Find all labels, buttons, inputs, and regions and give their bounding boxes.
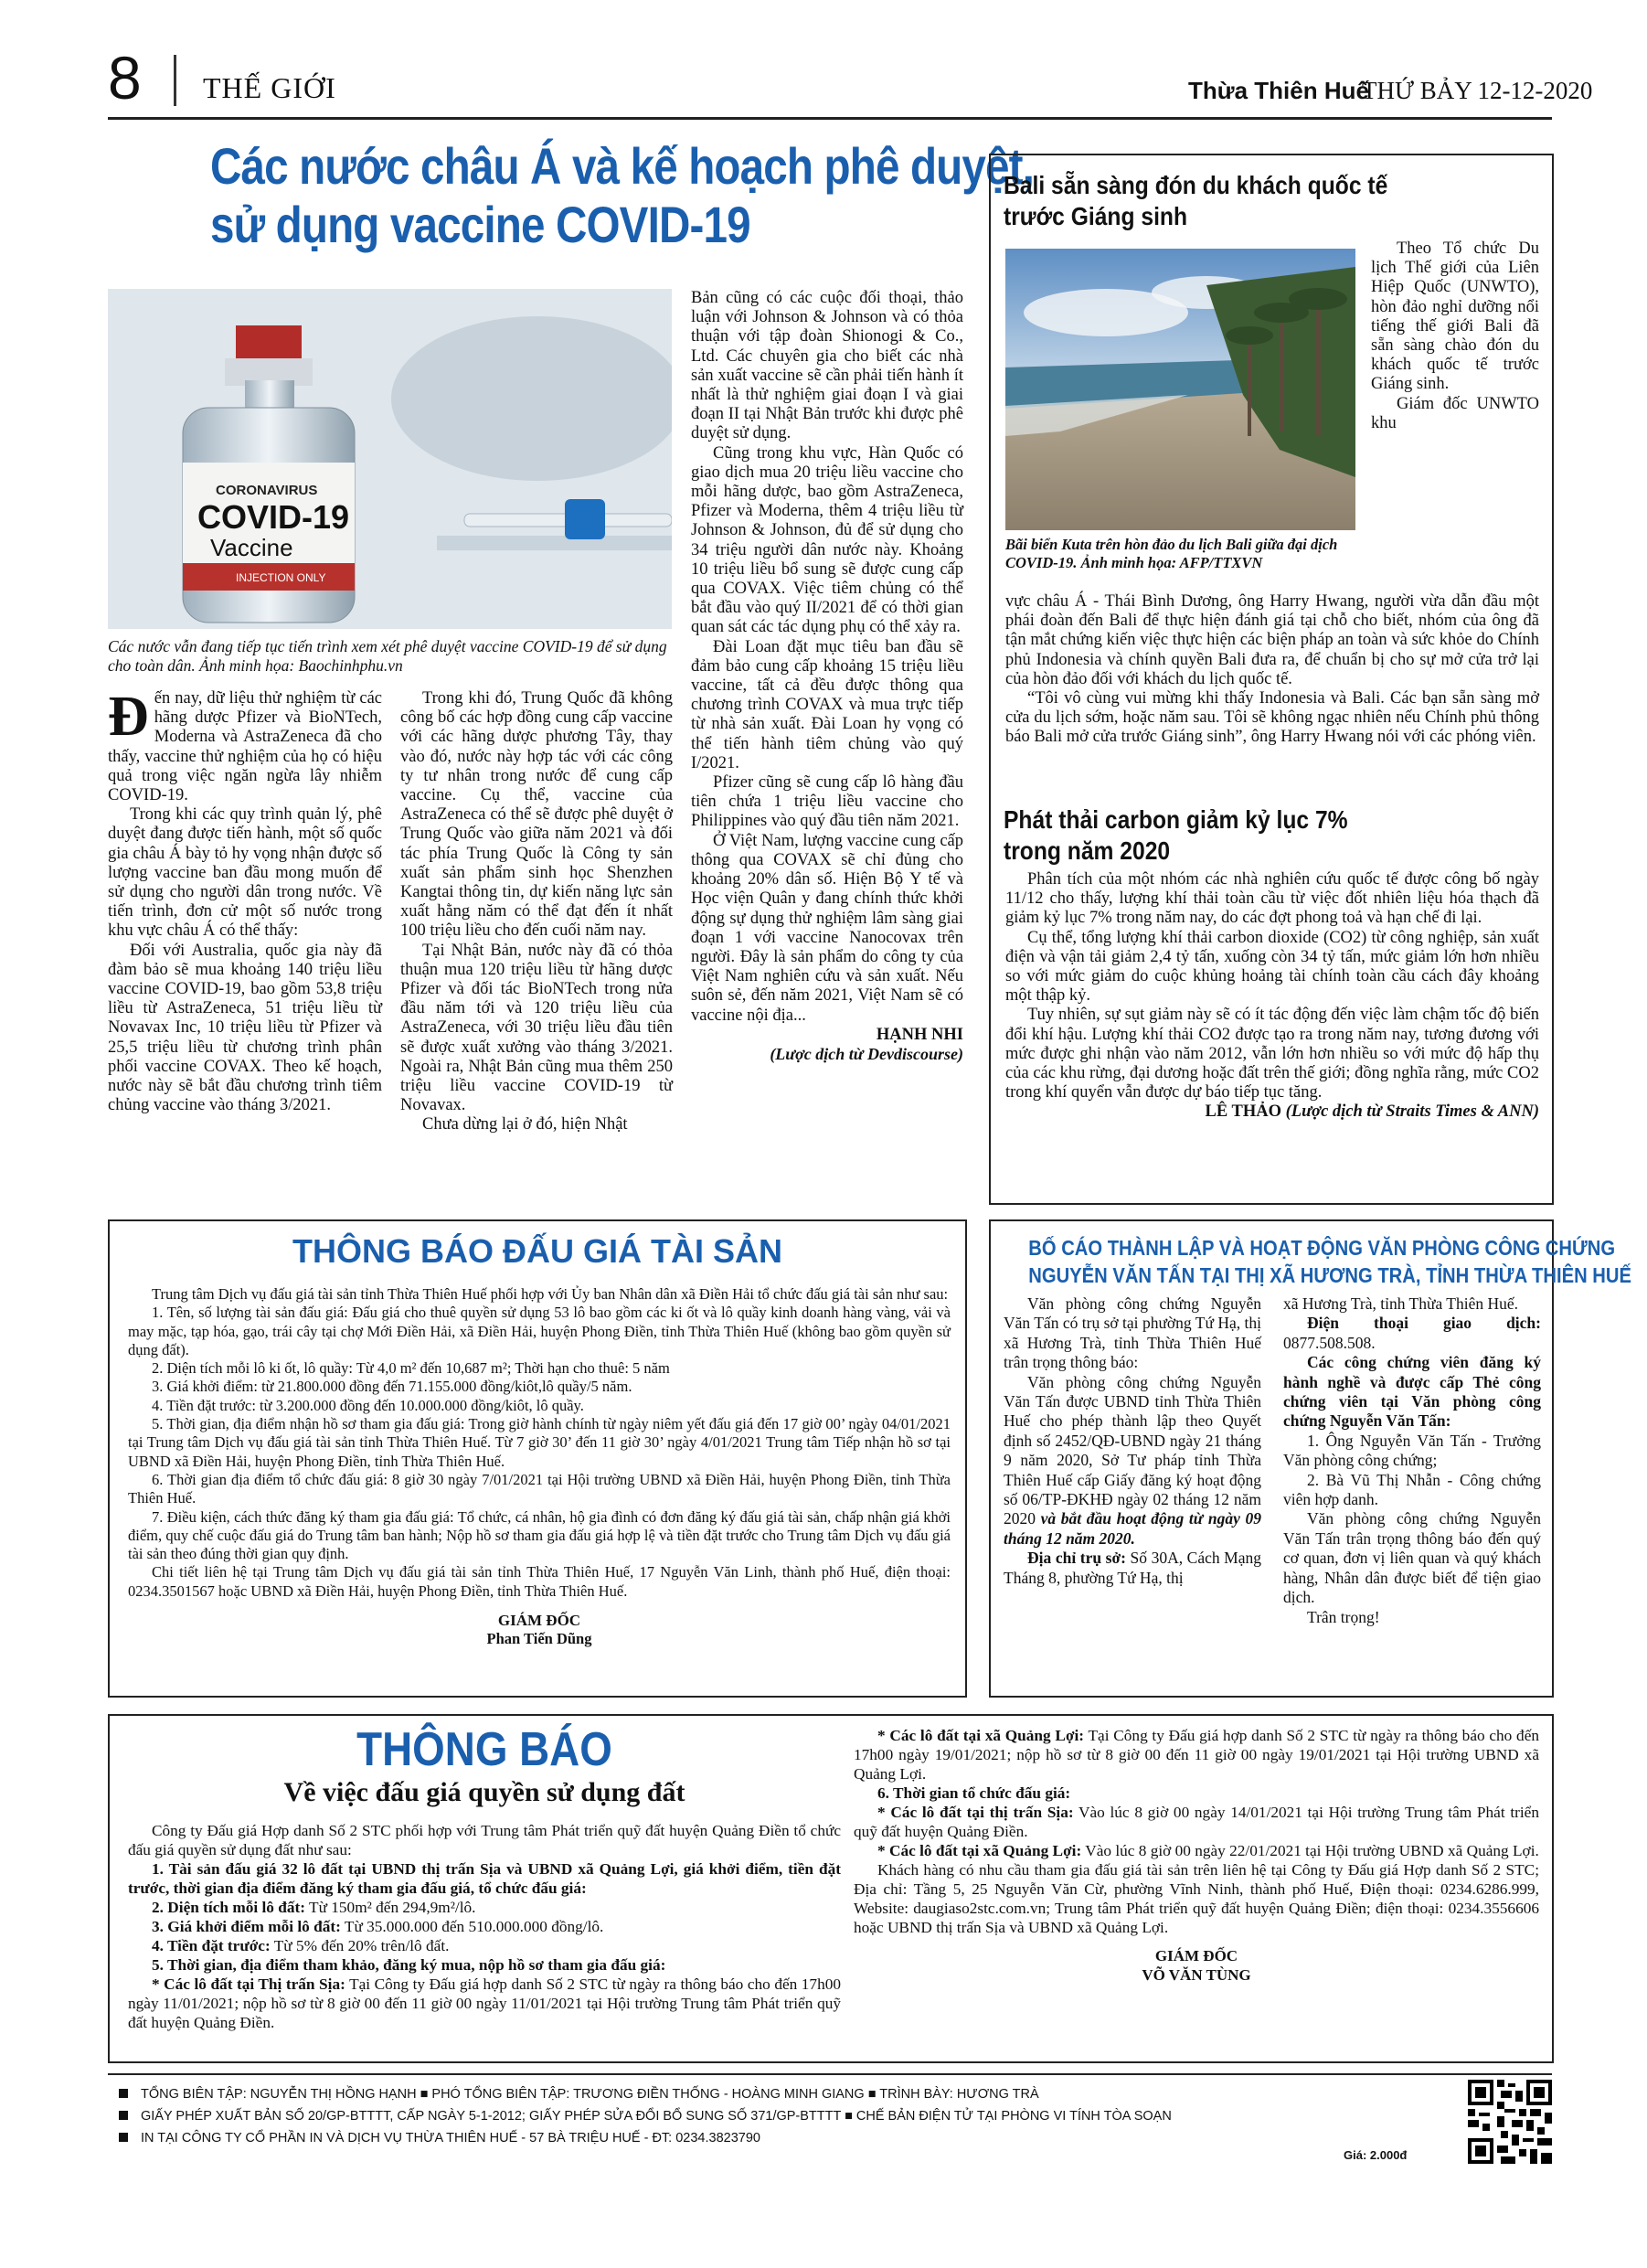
land-notice-col-1: Công ty Đấu giá Hợp danh Số 2 STC phối hợp với Trung tâm Phát triển quỹ đất huyện Quảng Điền tổ chức đấu giá quyền sử dụng đất như sau: 1. Tài sản đấu giá 32 lô đất tại UBND thị trấn Sịa và UBND xã Quảng Lợi, giá khởi điểm, tiền đặt trước, thời gian địa điểm đăng ký tham gia đấu giá, tổ chức đấu giá: 2. Diện tích mỗi lô đất: Từ 150m² đến 294,9m²/lô. 3. Giá khởi điểm mỗi lô đất: Từ 35.000.000 đến 510.000.000 đồng/lô. 4. Tiền đặt trước: Từ 5% đến 20% trên/lô đất. 5. Thời gian, địa điểm tham khảo, đăng ký mua, nộp hồ sơ tham gia đấu giá: * Các lô đất tại Thị trấn Sịa: Tại Công ty Đấu giá hợp danh Số 2 STC từ ngày ra thông báo cho đến 17h00 ngày 11/01/2021; nộp hồ sơ từ 8 giờ 00 đến 11 giờ 00 ngày 11/01/2021 tại Hội trường Trung tâm Phát triển quỹ đất huyện Quảng Điền.	[128, 1822, 841, 2031]
notary-notice-col-1: Văn phòng công chứng Nguyễn Văn Tấn có trụ sở tại phường Tứ Hạ, thị xã Hương Trà, tỉnh Thừa Thiên Huế trân trọng thông báo: Văn phòng công chứng Nguyễn Văn Tấn được UBND tỉnh Thừa Thiên Huế cho phép thành lập theo Quyết định số 2452/QĐ-UBND ngày 21 tháng 9 năm 2020, Sở Tư pháp tỉnh Thừa Thiên Huế cấp Giấy đăng ký hoạt động số 06/TP-ĐKHĐ ngày 02 tháng 12 năm 2020 và bắt đầu hoạt động từ ngày 09 tháng 12 năm 2020. Địa chỉ trụ sở: Số 30A, Cách Mạng Tháng 8, phường Tứ Hạ, thị	[1004, 1294, 1261, 1587]
auction-signer-name: Phan Tiến Dũng	[486, 1630, 592, 1648]
main-article-byline: HẠNH NHI	[876, 1025, 963, 1044]
auction-notice-title: THÔNG BÁO ĐẤU GIÁ TÀI SẢN	[292, 1232, 782, 1270]
land-notice-col-2: * Các lô đất tại xã Quảng Lợi: Tại Công ty Đấu giá hợp danh Số 2 STC từ ngày ra thông báo cho đến 17h00 ngày 19/01/2021; nộp hồ sơ từ 8 giờ 00 đến 11 giờ 00 ngày 19/01/2021 tại Hội trường UBND xã Quảng Lợi. 6. Thời gian tổ chức đấu giá: * Các lô đất tại thị trấn Sịa: Vào lúc 8 giờ 00 ngày 14/01/2021 tại Hội trường Trung tâm Phát triển quỹ đất huyện Quảng Điền. * Các lô đất tại xã Quảng Lợi: Vào lúc 8 giờ 00 ngày 22/01/2021 tại Hội trường UBND xã Quảng Lợi. Khách hàng có nhu cầu tham gia đấu giá tài sản trên liên hệ tại Công ty Đấu giá Hợp danh Số 2 STC; Địa chỉ: Tầng 5, 25 Nguyễn Văn Cừ, phường Vĩnh Ninh, thành phố Huế, Điện thoại: 0234.6286.999, Website: daugiaso2stc.com.vn; Trung tâm Phát triển quỹ đất huyện Quảng Điền; điện thoại: 0234.3556606 hoặc UBND thị trấn Sịa và UBND xã Quảng Lợi. GIÁM ĐỐC VÕ VĂN TÙNG	[854, 1727, 1539, 1984]
land-notice-title: THÔNG BÁO	[356, 1723, 612, 1776]
paper-name: Thừa Thiên Huế	[1188, 77, 1369, 104]
notary-notice-col-2: xã Hương Trà, tỉnh Thừa Thiên Huế. Điện thoại giao dịch: 0877.508.508. Các công chứng viên đăng ký hành nghề và được cấp Thẻ công chứng viên tại Văn phòng công chứng Nguyễn Văn Tấn: 1. Ông Nguyễn Văn Tấn - Trưởng Văn phòng công chứng; 2. Bà Vũ Thị Nhẫn - Công chứng viên hợp danh. Văn phòng công chứng Nguyễn Văn Tấn trân trọng thông báo đến quý cơ quan, đơn vị liên quan và quý khách hàng, Nhân dân được biết để tiện giao dịch. Trân trọng!	[1283, 1294, 1541, 1626]
footer-line-1: TỔNG BIÊN TẬP: NGUYỄN THỊ HỒNG HẠNH ■ PHÓ TỔNG BIÊN TẬP: TRƯƠNG ĐIỀN THỐNG - HOÀNG MINH GIANG ■ TRÌNH BÀY: HƯƠNG TRÀ	[119, 2086, 1039, 2103]
bullet-square-icon	[119, 2111, 128, 2120]
issue-date: THỨ BẢY 12-12-2020	[1362, 77, 1593, 104]
vial-label-top: CORONAVIRUS	[216, 483, 318, 498]
vial-label-main: COVID-19	[197, 498, 350, 536]
main-article-col-3: Bản cũng có các cuộc đối thoại, thảo luận với Johnson & Johnson và có thỏa thuận với tập đoàn Shionogi & Co., Ltd. Các chuyên gia cho biết các nhà sản xuất vaccine sẽ cần phải tiến hành ít nhất là thử nghiệm giai đoạn I và giai đoạn II tại Nhật Bản trước khi được phê duyệt sử dụng. Cũng trong khu vực, Hàn Quốc có giao dịch mua 20 triệu liều vaccine cho mỗi hãng dược, bao gồm AstraZeneca, Pfizer và Moderna, thêm 4 triệu liều từ Johnson & Johnson, đủ để sử dụng cho 34 triệu người dân nước này. Khoảng 10 triệu liều bổ sung sẽ được cung cấp qua COVAX. Việc tiêm chủng có thể bắt đầu vào quý II/2021 để có thời gian quan sát các tác dụng phụ có thể xảy ra. Đài Loan đặt mục tiêu ban đầu sẽ đảm bảo cung cấp khoảng 15 triệu liều vaccine, tất cả đều được thông qua chương trình COVAX và mua trực tiếp từ nhà sản xuất. Đài Loan hy vọng có thể tiến hành tiêm chủng vào quý I/2021. Pfizer cũng sẽ cung cấp lô hàng đầu tiên chứa 1 triệu liều vaccine cho Philippines vào quý đầu tiên năm 2021. Ở Việt Nam, lượng vaccine cung cấp thông qua COVAX sẽ chỉ đủng cho khoảng 20% dân số. Hiện Bộ Y tế và Học viện Quân y đang chính thức khởi động sự dụng thử nghiệm lâm sàng giai đoạn 1 với vaccine Nanocovax trên người. Đây là sản phẩm do công ty của Việt Nam nghiên cứu và sản xuất. Nếu suôn sẻ, đến năm 2021, Việt Nam sẽ có vaccine nội địa... HẠNH NHI (Lược dịch từ Devdiscourse)	[691, 289, 963, 1063]
land-notice-subtitle: Về việc đấu giá quyền sử dụng đất	[283, 1777, 685, 1807]
carbon-article-body: Phân tích của một nhóm các nhà nghiên cứu quốc tế được công bố ngày 11/12 cho thấy, lượng khí thải toàn cầu từ việc đốt nhiên liệu hóa thạch đã giảm kỷ lục 7% trong năm nay, do các đợt phong toả và hạn chế đi lại. Cụ thể, tổng lượng khí thải carbon dioxide (CO2) từ công nghiệp, sản xuất điện và vận tải giảm 2,4 tỷ tấn, xuống còn 34 tỷ tấn, mức giảm lớn hơn nhiều so với mức giảm do cuộc khủng hoảng tài chính toàn cầu cách đây khoảng một thập kỷ. Tuy nhiên, sự sụt giảm này sẽ có ít tác động đến việc làm chậm tốc độ biến đổi khí hậu. Lượng khí thải CO2 được tạo ra trong năm nay, tương đương với mức được ghi nhận vào năm 2012, vẫn lớn hơn nhiều so với mức độ hấp thụ của các khu rừng, đại dương hoặc đất trên thế giới; đồng nghĩa rằng, mức CO2 trong khí quyển vẫn được dự báo tiếp tục tăng. LÊ THẢO (Lược dịch từ Straits Times & ANN)	[1005, 870, 1539, 1122]
bali-article-side-text: Theo Tổ chức Du lịch Thế giới của Liên Hiệp Quốc (UNWTO), hòn đảo nghỉ dưỡng nổi tiếng thế giới Bali đã sẵn sàng chào đón du khách quốc tế trước Giáng sinh. Giám đốc UNWTO khu	[1371, 240, 1539, 432]
footer-line-3: IN TẠI CÔNG TY CỔ PHẦN IN VÀ DỊCH VỤ THỪA THIÊN HUẾ - 57 BÀ TRIỆU HUẾ - ĐT: 0234.3823790	[119, 2130, 760, 2147]
vial-label-bottom: INJECTION ONLY	[236, 571, 326, 584]
land-signer-name: VÕ VĂN TÙNG	[1142, 1966, 1251, 1984]
price-label: Giá: 2.000đ	[1344, 2148, 1408, 2162]
qr-code-icon	[1468, 2080, 1552, 2164]
page-number: 8	[108, 44, 142, 112]
vial-label-sub: Vaccine	[210, 534, 293, 561]
main-article-title: Các nước châu Á và kế hoạch phê duyệt, sử dụng vaccine COVID-19	[210, 137, 1035, 253]
vaccine-vial-illustration	[108, 289, 672, 629]
header-divider	[174, 55, 176, 106]
section-title: THẾ GIỚI	[203, 71, 336, 104]
bullet-square-icon	[119, 2089, 128, 2098]
carbon-article-byline: LÊ THẢO (Lược dịch từ Straits Times & ANN)	[1205, 1102, 1539, 1122]
bali-article-title: Bali sẵn sàng đón du khách quốc tế trước Giáng sinh	[1004, 171, 1388, 230]
bullet-square-icon	[119, 2133, 128, 2142]
bali-article-body: vực châu Á - Thái Bình Dương, ông Harry Hwang, người vừa dẫn đầu một phái đoàn đến Bali để thực hiện đánh giá tại chỗ cho biết, nhóm của ông đã tận mắt chứng kiến việc thực hiện các biện pháp an toàn và sức khỏe do Chính phủ Indonesia và chính quyền Bali đưa ra, để chuẩn bị cho sự mở cửa trở lại của hòn đảo đối với khách du lịch quốc tế. “Tôi vô cùng vui mừng khi thấy Indonesia và Bali. Các bạn sẵn sàng mở cửa du lịch sớm, hoặc năm sau. Tôi sẽ không ngạc nhiên nếu Chính phủ thông báo Bali mở cửa trước Giáng sinh”, ông Harry Hwang nói với các phóng viên.	[1005, 592, 1539, 747]
notary-notice-title: BỐ CÁO THÀNH LẬP VÀ HOẠT ĐỘNG VĂN PHÒNG CÔNG CHỨNG NGUYỄN VĂN TẤN TẠI THỊ XÃ HƯƠNG TRÀ, TỈNH THỪA THIÊN HUẾ	[1028, 1236, 1631, 1287]
land-signer-title: GIÁM ĐỐC	[1154, 1947, 1238, 1965]
auction-signer-title: GIÁM ĐỐC	[497, 1612, 581, 1630]
main-article-source: (Lược dịch từ Devdiscourse)	[770, 1044, 963, 1063]
header-rule	[108, 117, 1552, 120]
main-article-col-1: Đến nay, dữ liệu thử nghiệm từ các hãng dược Pfizer và BioNTech, Moderna và AstraZeneca đã cho thấy, vaccine thử nghiệm của họ có hiệu quả trong việc ngăn ngừa lây nhiễm COVID-19. Trong khi các quy trình quản lý, phê duyệt đang được tiến hành, một số quốc gia châu Á bày tỏ hy vọng nhận được số lượng vaccine ban đầu mong muốn để sử dụng cho người dân trong nước. Về tiến trình, đơn cử một số nước trong khu vực châu Á có thể thấy: Đối với Australia, quốc gia này đã đàm bảo sẽ mua khoảng 140 triệu liều vaccine COVID-19, bao gồm 53,8 triệu liều từ AstraZeneca, 51 triệu liều từ Novavax Inc, 10 triệu liều từ Pfizer và 25,5 triệu liều từ chương trình phân phối vaccine COVAX. Theo kế hoạch, nước này sẽ bắt đầu chương trình tiêm chủng vaccine vào tháng 3/2021.	[108, 686, 382, 1115]
vaccine-photo	[108, 289, 672, 629]
bali-beach-photo	[1005, 249, 1355, 530]
carbon-article-title: Phát thải carbon giảm kỷ lục 7% trong năm 2020	[1004, 805, 1348, 865]
beach-illustration	[1005, 249, 1355, 530]
footer-line-2: GIẤY PHÉP XUẤT BẢN SỐ 20/GP-BTTTT, CẤP NGÀY 5-1-2012; GIẤY PHÉP SỬA ĐỔI BỔ SUNG SỐ 371/GP-BTTTT ■ CHẾ BẢN ĐIỆN TỬ TẠI PHÒNG VI TÍNH TÒA SOẠN	[119, 2108, 1172, 2125]
vaccine-photo-caption: Các nước vẫn đang tiếp tục tiến trình xem xét phê duyệt vaccine COVID-19 để sử dụng cho toàn dân. Ảnh minh họa: Baochinhphu.vn	[108, 637, 667, 675]
main-article-col-2: Trong khi đó, Trung Quốc đã không công bố các hợp đồng cung cấp vaccine với các hãng dược phương Tây, thay vào đó, nước này hợp tác với các công ty tư nhân trong nước để cung cấp vaccine. Cụ thể, vaccine của AstraZeneca có thể sẽ được phê duyệt ở Trung Quốc vào giữa năm 2021 và đối tác phía Trung Quốc là Công ty sản xuất sản phẩm sinh học Shenzhen Kangtai thông tin, dự kiến năng lực sản xuất hằng năm có thể đạt đến ít nhất 100 triệu liều cho đến cuối năm nay. Tại Nhật Bản, nước này đã có thỏa thuận mua 120 triệu liều từ hãng dược Pfizer và đối tác BioNTech trong nửa đầu năm tới và 120 triệu liều của AstraZeneca, với 30 triệu liều đầu tiên sẽ được xuất xưởng vào tháng 3/2021. Ngoài ra, Nhật Bản cũng mua thêm 250 triệu liều vaccine COVID-19 từ Novavax. Chưa dừng lại ở đó, hiện Nhật	[400, 689, 673, 1134]
dropcap: Đ	[108, 686, 149, 748]
auction-notice-body: Trung tâm Dịch vụ đấu giá tài sản tỉnh Thừa Thiên Huế phối hợp với Ủy ban Nhân dân xã Điền Hải tổ chức đấu giá tài sản như sau: 1. Tên, số lượng tài sản đấu giá: Đấu giá cho thuê quyền sử dụng 53 lô bao gồm các ki ốt và lô quầy kinh doanh hàng vàng, vải và may mặc, tạp hóa, gạo, trái cây tại chợ Mới Điền Hải, xã Điền Hải, huyện Phong Điền, tỉnh Thừa Thiên Huế (không bao gồm quyền sử dụng đất). 2. Diện tích mỗi lô ki ốt, lô quầy: Từ 4,0 m² đến 10,687 m²; Thời hạn cho thuê: 5 năm 3. Giá khởi điểm: từ 21.800.000 đồng đến 71.155.000 đồng/kiôt,lô quầy/5 năm. 4. Tiền đặt trước: từ 3.200.000 đồng đến 10.000.000 đồng/kiôt, lô quầy. 5. Thời gian, địa điểm nhận hồ sơ tham gia đấu giá: Trong giờ hành chính từ ngày niêm yết đấu giá đến 17 giờ 00’ ngày 04/01/2021 tại Trung tâm Dịch vụ đấu giá tài sản tỉnh Thừa Thiên Huế. Từ 7 giờ 30’ đến 11 giờ 30’ ngày 4/01/2021 Trung tâm Tiếp nhận hồ sơ tại UBND xã Điền Hải, huyện Phong Điền, tỉnh Thừa Thiên Huế. 6. Thời gian địa điểm tổ chức đấu giá: 8 giờ 30 ngày 7/01/2021 tại Hội trường UBND xã Điền Hải, huyện Phong Điền, tỉnh Thừa Thiên Huế. 7. Điều kiện, cách thức đăng ký tham gia đấu giá: Tổ chức, cá nhân, hộ gia đình có đơn đăng ký đấu giá tài sản, chấp nhận giá khởi điểm, quy chế cuộc đấu giá do Trung tâm ban hành; Nộp hồ sơ tham gia đấu giá hợp lệ và tiền đặt trước cho Trung tâm Dịch vụ đấu giá tài sản theo đúng thời gian quy định. Chi tiết liên hệ tại Trung tâm Dịch vụ đấu giá tài sản tỉnh Thừa Thiên Huế, 17 Nguyễn Văn Linh, thành phố Huế, điện thoại: 0234.3501567 hoặc UBND xã Điền Hải, huyện Phong Điền, tỉnh Thừa Thiên Huế. GIÁM ĐỐC Phan Tiến Dũng	[128, 1285, 951, 1648]
footer-rule	[108, 2073, 1552, 2075]
bali-photo-caption: Bãi biển Kuta trên hòn đảo du lịch Bali giữa đại dịch COVID-19. Ảnh minh họa: AFP/TTXVN	[1005, 536, 1338, 571]
